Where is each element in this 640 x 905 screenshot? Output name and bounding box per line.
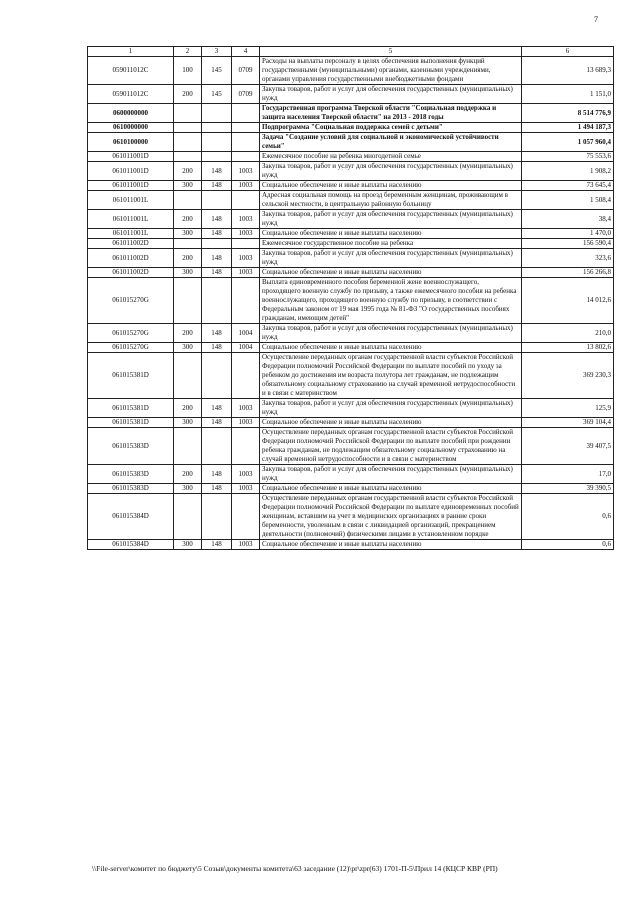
cell-admin-code [202,191,232,210]
cell-expense-type: 300 [174,229,202,239]
cell-expense-type [174,104,202,123]
cell-expense-type: 200 [174,162,202,181]
cell-amount: 38,4 [522,210,614,229]
cell-target-code: 061015383D [88,465,174,484]
cell-section-code: 1003 [232,540,260,550]
cell-target-code: 061015381D [88,399,174,418]
table-row [88,57,614,85]
cell-section-code: 1003 [232,268,260,278]
cell-expense-type: 300 [174,268,202,278]
cell-admin-code: 148 [202,324,232,343]
table-row [88,104,614,123]
cell-expense-type [174,494,202,540]
table-row [88,210,614,229]
cell-section-code: 1003 [232,399,260,418]
cell-description: Ежемесячное пособие на ребенка многодетной семье [260,152,522,162]
cell-section-code: 1003 [232,181,260,191]
table-row [88,191,614,210]
cell-target-code: 059011012С [88,57,174,85]
cell-section-code: 0709 [232,57,260,85]
cell-expense-type: 300 [174,540,202,550]
header-cell: 5 [260,47,522,57]
cell-section-code [232,239,260,249]
cell-amount: 369 104,4 [522,418,614,428]
cell-expense-type: 200 [174,324,202,343]
header-cell: 1 [88,47,174,57]
cell-amount: 156 590,4 [522,239,614,249]
cell-section-code: 1003 [232,249,260,268]
cell-amount: 8 514 776,9 [522,104,614,123]
cell-expense-type [174,191,202,210]
cell-description: Закупка товаров, работ и услуг для обеспечения государственных (муниципальных) нужд [260,162,522,181]
cell-admin-code [202,152,232,162]
cell-expense-type [174,133,202,152]
cell-target-code: 061011001D [88,162,174,181]
cell-description: Осуществление переданных органам государственной власти субъектов Российской Федерации полномочий Российской Федерации по выплате единовременных пособий женщинам, вставшим на учет в медицинских организациях в ранние сроки беременности, уволенным в связи с ликвидацией организаций, прекращением деятельности (полномочий) физическими лицами в установленном порядке [260,494,522,540]
cell-amount: 17,0 [522,465,614,484]
table-row [88,494,614,540]
cell-section-code: 1003 [232,484,260,494]
cell-amount: 39 407,5 [522,428,614,465]
cell-amount: 369 230,3 [522,353,614,399]
cell-admin-code: 148 [202,162,232,181]
table-row [88,123,614,133]
table-row [88,162,614,181]
cell-admin-code: 145 [202,57,232,85]
cell-amount: 1 494 187,3 [522,123,614,133]
cell-section-code: 1003 [232,162,260,181]
cell-expense-type: 200 [174,465,202,484]
cell-description: Социальное обеспечение и иные выплаты населению [260,418,522,428]
cell-target-code: 0600000000 [88,104,174,123]
cell-target-code: 061011001L [88,191,174,210]
cell-section-code [232,104,260,123]
table-row [88,268,614,278]
cell-target-code: 061015270G [88,278,174,324]
cell-expense-type [174,152,202,162]
table-row [88,399,614,418]
cell-target-code: 061015381D [88,418,174,428]
header-cell: 4 [232,47,260,57]
cell-amount: 75 553,6 [522,152,614,162]
cell-admin-code: 145 [202,85,232,104]
cell-expense-type [174,123,202,133]
table-row [88,278,614,324]
table-row [88,152,614,162]
cell-section-code [232,191,260,210]
cell-description: Осуществление переданных органам государственной власти субъектов Российской Федерации полномочий Российской Федерации по выплате пособий при рождении ребенка гражданам, не подлежащим обязательному социальному страхованию на случай временной нетрудоспособности и в связи с материнством [260,428,522,465]
cell-admin-code: 148 [202,399,232,418]
cell-description: Закупка товаров, работ и услуг для обеспечения государственных (муниципальных) нужд [260,324,522,343]
cell-admin-code: 148 [202,343,232,353]
cell-amount: 1 057 960,4 [522,133,614,152]
header-cell: 6 [522,47,614,57]
cell-section-code: 1004 [232,324,260,343]
cell-amount: 73 645,4 [522,181,614,191]
cell-section-code [232,123,260,133]
header-cell: 2 [174,47,202,57]
cell-expense-type [174,428,202,465]
table-row [88,418,614,428]
cell-expense-type: 200 [174,210,202,229]
cell-expense-type: 100 [174,57,202,85]
table-row [88,353,614,399]
cell-description: Расходы на выплаты персоналу в целях обеспечения выполнения функций государственными (муниципальными) органами, казенными учреждениями, органами управления государственными внебюджетными фондами [260,57,522,85]
cell-admin-code [202,239,232,249]
cell-amount: 39 390,5 [522,484,614,494]
cell-admin-code: 148 [202,465,232,484]
cell-target-code: 061011002D [88,249,174,268]
cell-description: Ежемесячное государственное пособие на ребенка [260,239,522,249]
cell-target-code: 061011001L [88,210,174,229]
cell-amount: 156 266,8 [522,268,614,278]
cell-admin-code [202,494,232,540]
cell-admin-code: 148 [202,268,232,278]
header-cell: 3 [202,47,232,57]
cell-admin-code [202,123,232,133]
cell-description: Государственная программа Тверской области "Социальная поддержка и защита населения Тверской области" на 2013 - 2018 годы [260,104,522,123]
cell-description: Выплата единовременного пособия беременной жене военнослужащего, проходящего военную службу по призыву, а также ежемесячного пособия на ребенка военнослужащего, проходящего военную службу по призыву, в соответствии с Федеральным законом от 19 мая 1995 года № 81-ФЗ "О государственных пособиях гражданам, имеющим детей" [260,278,522,324]
cell-expense-type: 300 [174,418,202,428]
cell-description: Закупка товаров, работ и услуг для обеспечения государственных (муниципальных) нужд [260,249,522,268]
cell-expense-type: 200 [174,85,202,104]
cell-amount: 0,6 [522,494,614,540]
cell-amount: 125,9 [522,399,614,418]
cell-amount: 13 689,3 [522,57,614,85]
cell-admin-code: 148 [202,229,232,239]
cell-target-code: 059011012С [88,85,174,104]
table-header-row [88,47,614,57]
cell-target-code: 061015384D [88,540,174,550]
cell-target-code: 061015383D [88,484,174,494]
table-row [88,484,614,494]
cell-section-code [232,278,260,324]
cell-target-code: 061015384D [88,494,174,540]
cell-target-code: 0610000000 [88,123,174,133]
cell-amount: 14 012,6 [522,278,614,324]
table-row [88,85,614,104]
cell-amount: 1 908,2 [522,162,614,181]
cell-admin-code [202,428,232,465]
table-row [88,324,614,343]
cell-admin-code [202,278,232,324]
table-row [88,133,614,152]
table-row [88,249,614,268]
cell-target-code: 061015270G [88,324,174,343]
table-row [88,540,614,550]
budget-table [87,46,614,550]
cell-admin-code [202,353,232,399]
cell-description: Социальное обеспечение и иные выплаты населению [260,540,522,550]
cell-expense-type [174,278,202,324]
cell-description: Осуществление переданных органам государственной власти субъектов Российской Федерации полномочий Российской Федерации по выплате пособий по уходу за ребенком до достижения им возраста полутора лет гражданам, не подлежащим обязательному социальному страхованию на случай временной нетрудоспособности и в связи с материнством [260,353,522,399]
cell-target-code: 061015381D [88,353,174,399]
cell-description: Закупка товаров, работ и услуг для обеспечения государственных (муниципальных) нужд [260,85,522,104]
cell-target-code: 0610100000 [88,133,174,152]
cell-section-code [232,428,260,465]
cell-expense-type: 300 [174,484,202,494]
cell-description: Закупка товаров, работ и услуг для обеспечения государственных (муниципальных) нужд [260,210,522,229]
cell-description: Социальное обеспечение и иные выплаты населению [260,229,522,239]
cell-description: Подпрограмма "Социальная поддержка семей с детьми" [260,123,522,133]
cell-amount: 1 470,0 [522,229,614,239]
cell-admin-code: 148 [202,210,232,229]
table-row [88,181,614,191]
cell-amount: 1 508,4 [522,191,614,210]
cell-section-code: 1003 [232,418,260,428]
cell-description: Социальное обеспечение и иные выплаты населению [260,181,522,191]
cell-target-code: 061015270G [88,343,174,353]
cell-admin-code [202,133,232,152]
cell-admin-code [202,104,232,123]
table-row [88,229,614,239]
cell-section-code: 1003 [232,210,260,229]
cell-description: Закупка товаров, работ и услуг для обеспечения государственных (муниципальных) нужд [260,465,522,484]
cell-expense-type: 200 [174,399,202,418]
cell-expense-type: 300 [174,343,202,353]
cell-amount: 1 151,0 [522,85,614,104]
cell-target-code: 061011002D [88,268,174,278]
cell-description: Закупка товаров, работ и услуг для обеспечения государственных (муниципальных) нужд [260,399,522,418]
cell-target-code: 061015383D [88,428,174,465]
table-row [88,465,614,484]
cell-description: Социальное обеспечение и иные выплаты населению [260,484,522,494]
cell-description: Социальное обеспечение и иные выплаты населению [260,343,522,353]
cell-section-code [232,494,260,540]
cell-admin-code: 148 [202,540,232,550]
table-row [88,428,614,465]
cell-description: Адресная социальная помощь на проезд беременным женщинам, проживающим в сельской местности, в центральную районную больницу [260,191,522,210]
cell-target-code: 061011001D [88,152,174,162]
cell-admin-code: 148 [202,484,232,494]
cell-admin-code: 148 [202,181,232,191]
page-number: 7 [594,15,598,24]
cell-admin-code: 148 [202,249,232,268]
cell-section-code [232,353,260,399]
cell-target-code: 061011001D [88,181,174,191]
cell-amount: 210,0 [522,324,614,343]
cell-amount: 0,6 [522,540,614,550]
cell-amount: 13 802,6 [522,343,614,353]
table-row [88,343,614,353]
cell-expense-type [174,239,202,249]
cell-description: Задача "Создание условий для социальной и экономической устойчивости семьи" [260,133,522,152]
cell-section-code [232,133,260,152]
footer-file-path: \\File-server\комитет по бюджету\5 Созыв\документы комитета\63 заседание (12)\pr\zpr(63) 1701-П-5\Прил 14 (КЦСР КВР (РП) [92,864,498,873]
cell-section-code [232,152,260,162]
cell-section-code: 1003 [232,229,260,239]
cell-expense-type: 200 [174,249,202,268]
cell-target-code: 061011002D [88,239,174,249]
cell-expense-type: 300 [174,181,202,191]
cell-expense-type [174,353,202,399]
cell-section-code: 1003 [232,465,260,484]
cell-target-code: 061011001L [88,229,174,239]
cell-amount: 323,6 [522,249,614,268]
cell-admin-code: 148 [202,418,232,428]
cell-section-code: 0709 [232,85,260,104]
table-row [88,239,614,249]
cell-description: Социальное обеспечение и иные выплаты населению [260,268,522,278]
cell-section-code: 1004 [232,343,260,353]
